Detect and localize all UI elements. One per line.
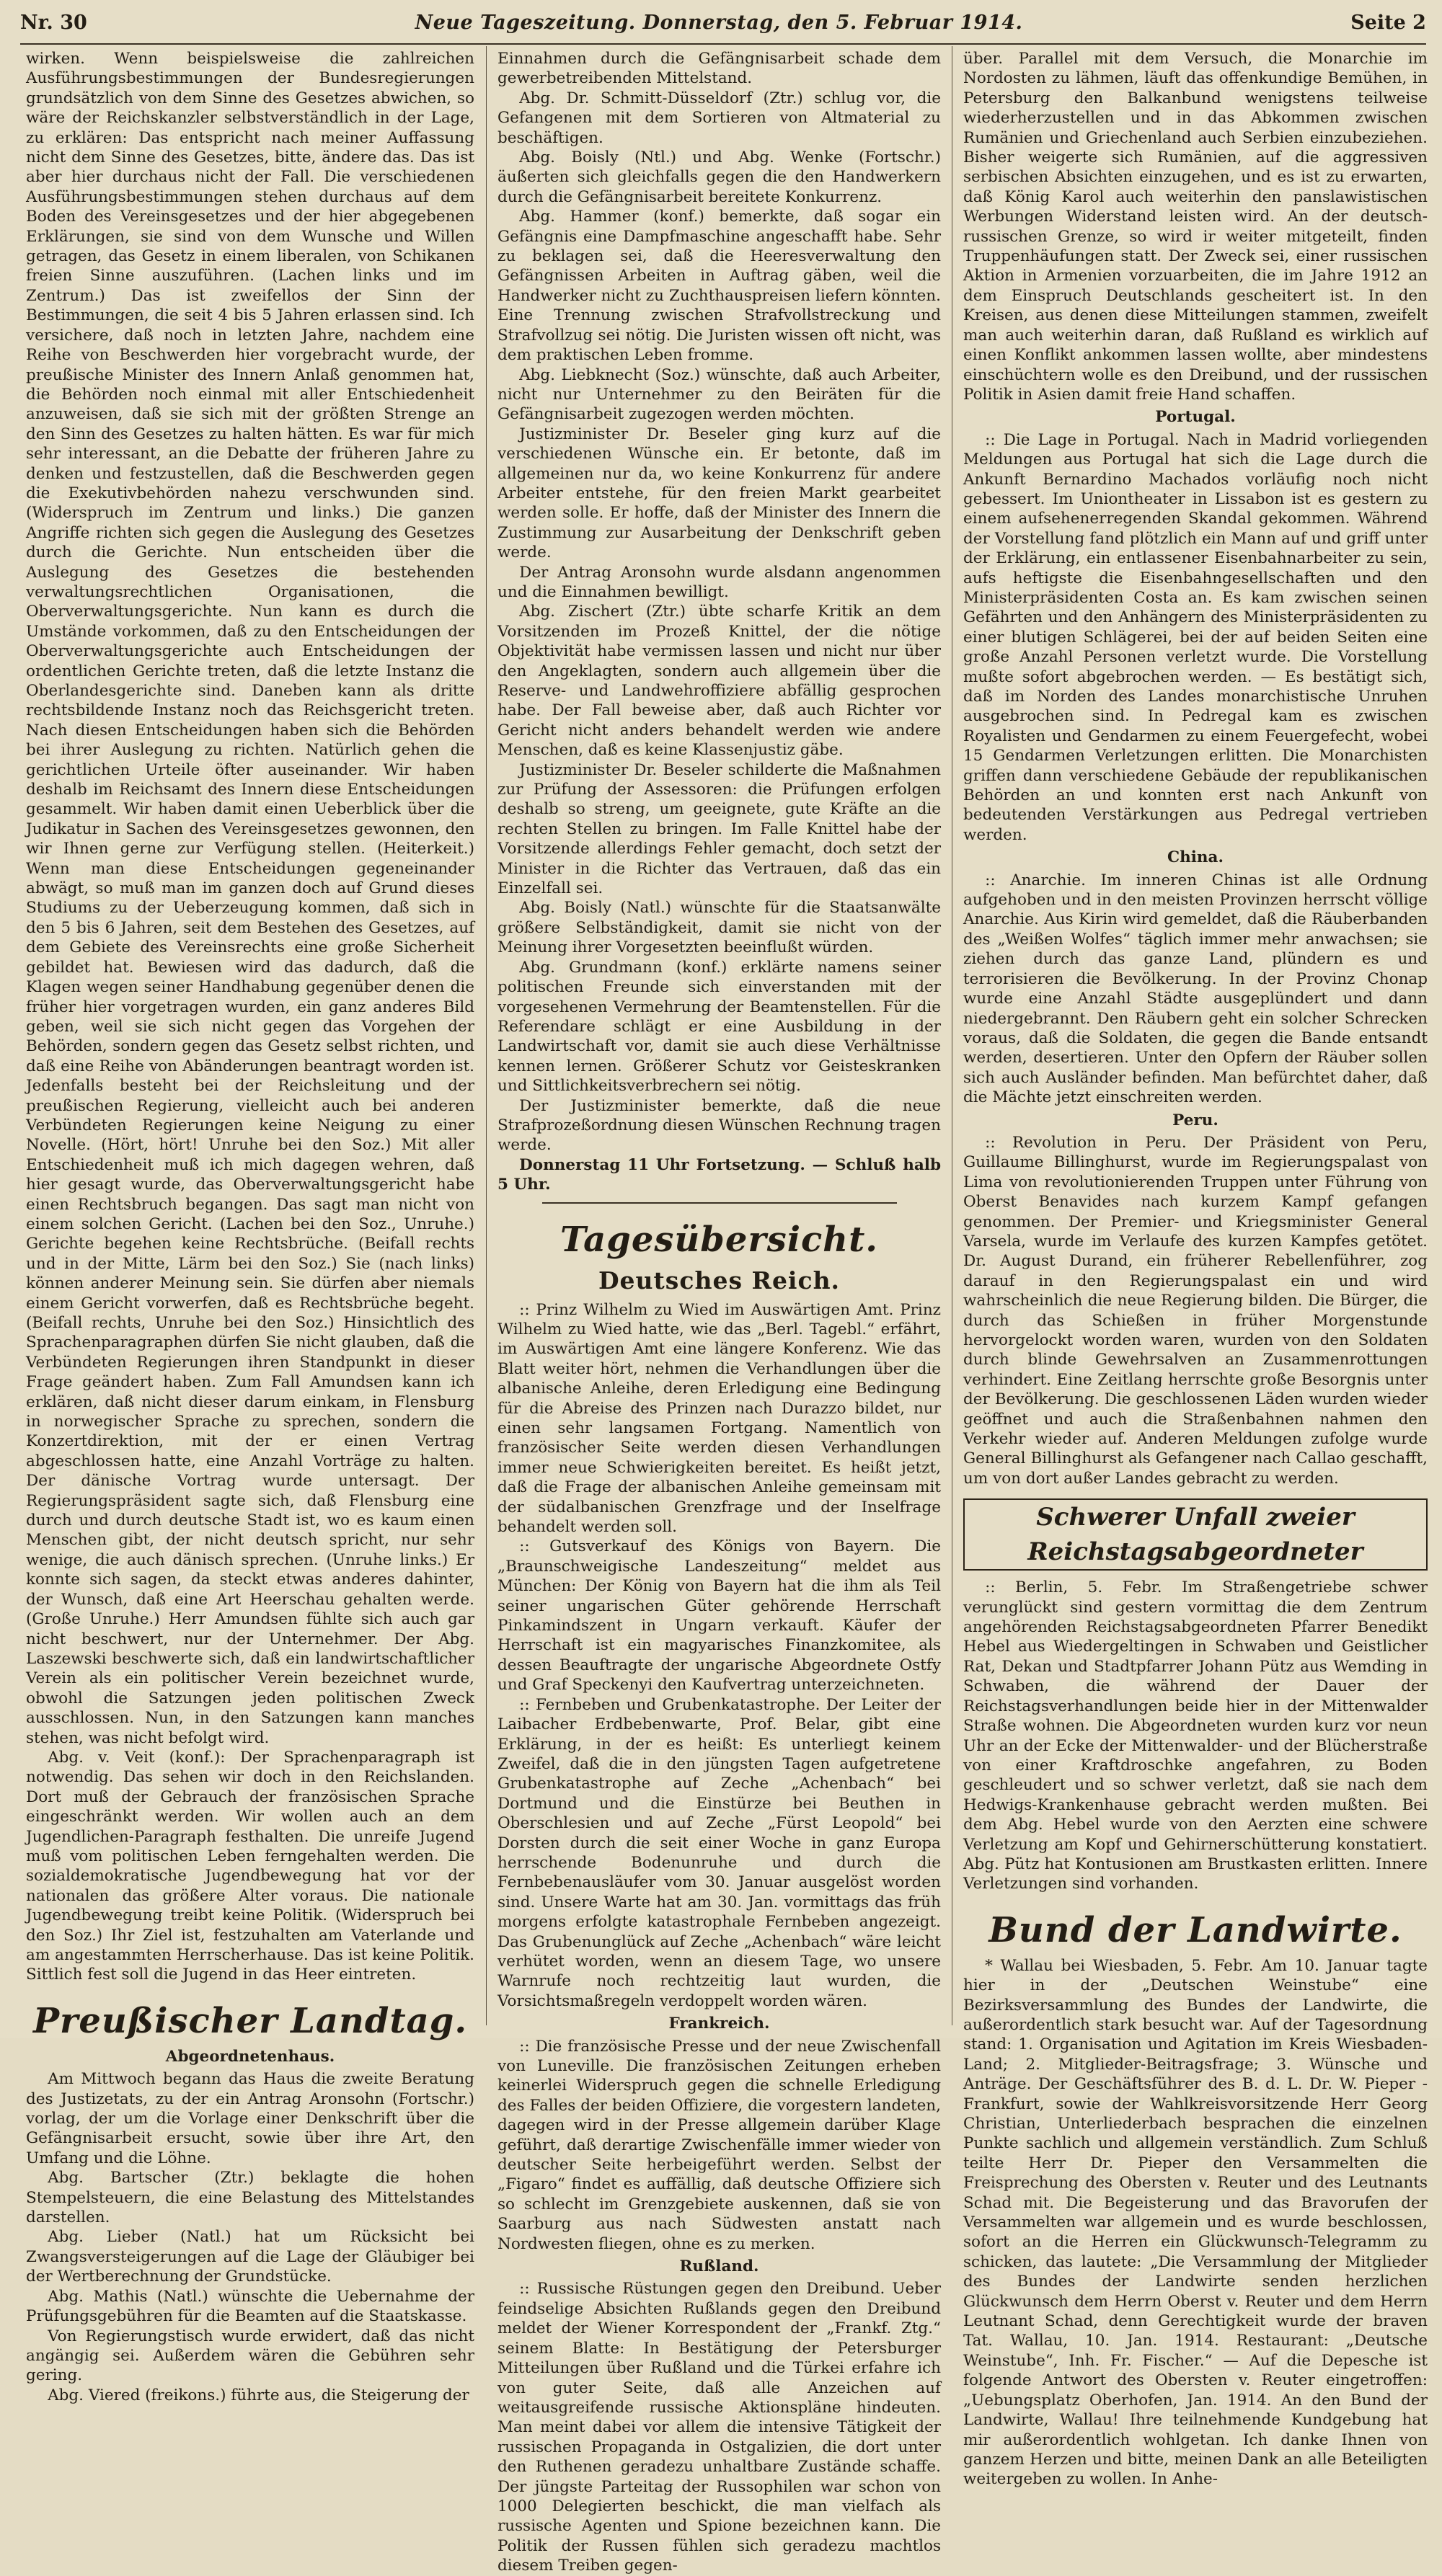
article-paragraph: :: Die Lage in Portugal. Nach in Madrid vorliegenden Meldungen aus Portugal hat sich die Lage durch die Ankunft Bernardino Machados vorläufig noch nicht gebessert. Im Uniontheater in Lissabon ist es gestern zu einem aufsehenerregenden Skandal gekommen. Während der Vorstellung fand plötzlich ein Mann auf und griff unter der Erklärung, ein entlassener Eisenbahnarbeiter zu sein, aufs heftigste die Eisenbahngesellschaften und den Ministerpräsidenten Costa an. Es kam zwischen seinen Gefährten und den Anhängern des Ministerpräsidenten zu einer blutigen Schlägerei, bei der auf beiden Seiten eine große Anzahl Personen verletzt wurde. Die Vorstellung mußte sofort abgebrochen werden. — Es bestätigt sich, daß im Norden des Landes monarchistische Unruhen ausgebrochen sind. In Pedregal kam es zwischen Royalisten und Gendarmen zu einem Feuergefecht, wobei 15 Gendarmen Verletzungen erlitten. Die Monarchisten griffen dann verschiedene Gebäude der republikanischen Behörden an und konnten erst nach Ankunft von bedeutenden Verstärkungen aus Pedregal vertrieben werden. <box>963 430 1428 844</box>
section-subtitle: Deutsches Reich. <box>598 1266 841 1294</box>
article-paragraph: Justizminister Dr. Beseler ging kurz auf die verschiedenen Wünsche ein. Er betonte, daß im allgemeinen nur da, wo keine Konkurrenz für andere Arbeiter entstehe, für den freien Markt gearbeitet werden solle. Er hoffe, daß der Minister des Innern die Zustimmung zur Ausarbeitung der Denkschrift geben werde. <box>497 425 941 562</box>
article-paragraph: :: Die französische Presse und der neue Zwischenfall von Luneville. Die französischen Zeitungen erheben keinerlei Widerspruch gegen die schnelle Erledigung des Falles der beiden Offiziere, die vorgestern landeten, dagegen wird in der Presse allgemein darüber Klage geführt, daß derartige Zwischenfälle immer wieder von deutscher Seite herbeigeführt werden. Selbst der „Figaro“ findet es auffällig, daß deutsche Offiziere sich so schlecht im Grenzgebiete auskennen, daß sie von Saarburg aus nach Südwesten anstatt nach Nordwesten fliegen, ohne es zu merken. <box>497 2037 941 2253</box>
headline-unfall: Schwerer Unfall zweier Reichstagsabgeordneter <box>963 1498 1428 1571</box>
section-rule <box>542 1202 897 1204</box>
article-paragraph: Von Regierungstisch wurde erwidert, daß das nicht angängig sei. Außerdem wären die Gebühren sehr gering. <box>26 2327 474 2385</box>
article-paragraph: Abg. v. Veit (konf.): Der Sprachenparagraph ist notwendig. Das sehen wir doch in den Reichslanden. Dort muß der Gebrauch der französischen Sprache eingeschränkt werden. Wir wollen auch an dem Jugendlichen-Paragraph festhalten. Die unreife Jugend muß vom politischen Leben ferngehalten werden. Die sozialdemokratische Jugendbewegung hat vor der nationalen das größere Alter voraus. Die nationale Jugendbewegung treibt keine Politik. (Widerspruch bei den Soz.) Ihr Ziel ist, festzuhalten am Vaterlande und am angestammten Herrscherhause. Das ist keine Politik. Sittlich fest soll die Jugend in das Heer eintreten. <box>26 1748 474 1984</box>
article-paragraph: Abg. Viered (freikons.) führte aus, die Steigerung der <box>48 2386 469 2404</box>
section-title-tagesuebersicht: Tagesübersicht. <box>560 1219 878 1260</box>
column-2 <box>497 49 941 2575</box>
article-paragraph: Abg. Mathis (Natl.) wünschte die Uebernahme der Prüfungsgebühren für die Beamten auf die Staatskasse. <box>26 2287 474 2326</box>
article-paragraph: wirken. Wenn beispielsweise die zahlreichen Ausführungsbestimmungen der Bundesregierungen grundsätzlich von dem Sinne des Gesetzes abwichen, so wäre der Reichskanzler selbstverständlich in der Lage, zu erklären: Das entspricht nach meiner Auffassung nicht dem Sinne des Gesetzes, bitte, ändere das. Das ist aber hier durchaus nicht der Fall. Die verschiedenen Ausführungsbestimmungen stehen durchaus auf dem Boden des Vereinsgesetzes und der hier abgegebenen Erklärungen, sie sind von dem Wunsche und Willen getragen, das Gesetz in einem liberalen, von Schikanen freien Sinne auszuführen. (Lachen links und im Zentrum.) Das ist zweifellos der Sinn der Bestimmungen, die seit 4 bis 5 Jahren erlassen sind. Ich versichere, daß noch in letzten Jahre, nachdem eine Reihe von Beschwerden hier vorgebracht wurde, der preußische Minister des Innern Anlaß genommen hat, die Behörden noch einmal mit aller Entschiedenheit anzuweisen, daß sie sich mit der größten Strenge an den Sinn des Gesetzes zu halten hätten. Es war für mich sehr interessant, an die Debatte der früheren Jahre zu denken und festzustellen, daß die Beschwerden gegen die Exekutivbehörden nahezu verschwunden sind. (Widerspruch im Zentrum und links.) Die ganzen Angriffe richten sich gegen die Auslegung des Gesetzes durch die Gerichte. Nun entscheiden über die Auslegung des Gesetzes die bestehenden verwaltungsrechtlichen Organisationen, die Oberverwaltungsgerichte. Nun kann es durch die Umstände vorkommen, daß zu den Entscheidungen der Oberverwaltungsgerichte auch Entscheidungen der ordentlichen Gerichte treten, daß die letzte Instanz die Oberlandesgerichte sind. Daneben kann als dritte rechtsbildende Instanz noch das Reichsgericht treten. Nach diesen Entscheidungen haben sich die Behörden bei ihrer Auslegung zu richten. Natürlich gehen die gerichtlichen Urteile öfter auseinander. Wir haben deshalb im Reichsamt des Innern diese Entscheidungen gesammelt. Wir haben damit einen Ueberblick über die Judikatur in Sachen des Vereinsgesetzes gewonnen, den wir Ihnen gerne zur Verfügung stellen. (Heiterkeit.) Wenn man diese Entscheidungen gegeneinander abwägt, so muß man im ganzen doch auf Grund dieses Studiums zu der Ueberzeugung kommen, daß sich in den 5 bis 6 Jahren, seit dem Bestehen des Gesetzes, auf dem Gebiete des Vereinsrechts eine große Sicherheit gebildet hat. Bewiesen wird das dadurch, daß die Klagen wegen seiner Handhabung gegenüber denen die früher hier vorgetragen wurden, ein ganz anderes Bild geben, weil sie sich nicht gegen das Vorgehen der Behörden, sondern gegen das Gesetz selbst richten, und daß eine Reihe von Abänderungen beantragt worden ist. Jedenfalls besteht bei der Reichsleitung und der preußischen Regierung, vielleicht auch bei anderen Verbündeten Regierungen keine Neigung zu einer Novelle. (Hört, hört! Unruhe bei den Soz.) Mit aller Entschiedenheit muß ich mich dagegen wehren, daß hier gesagt wurde, das Oberverwaltungsgericht habe einen Rechtsbruch begangen. Das sagt man nicht von einem solchen Gericht. (Lachen bei den Soz., Unruhe.) Gerichte begehen keine Rechtsbrüche. (Beifall rechts und in der Mitte, Lärm bei den Soz.) Sie (nach links) können anderer Meinung sein. Sie dürfen aber niemals einem Gericht vorwerfen, daß es Rechtsbrüche begeht. (Beifall rechts, Unruhe bei den Soz.) Hinsichtlich des Sprachenparagraphen dürfen Sie nicht glauben, daß die Verbündeten Regierungen ihren Standpunkt in dieser Frage geändert haben. Zum Fall Amundsen kann ich erklären, daß nicht dieser darum einkam, in Flensburg in norwegischer Sprache zu sprechen, sondern die Konzertdirektion, mit der er einen Vertrag abgeschlossen hatte, eine Anzahl Vorträge zu halten. Der dänische Vortrag wurde untersagt. Der Regierungspräsident sagte sich, daß Flensburg eine durch und durch deutsche Stadt ist, wo es kaum einen Menschen gibt, der nicht deutsch spricht, nur sehr wenige, die auch dänisch sprechen. (Unruhe links.) Er konnte sich sagen, da steckt etwas anderes dahinter, der Wunsch, daß eine Art Heerschau gehalten werde. (Große Unruhe.) Herr Amundsen fühlte sich auch gar nicht beschwert, nur der Unternehmer. Der Abg. Laszewski beschwerte sich, daß ein landwirtschaftlicher Verein als ein politischer Verein bezeichnet wurde, obwohl die Satzungen jeden politischen Zweck ausschlossen. Nun, in den Satzungen kann manches stehen, was nicht befolgt wird. <box>26 50 474 1747</box>
article-paragraph: Abg. Grundmann (konf.) erklärte namens seiner politischen Freunde sich einverstanden mit der vorgesehenen Vermehrung der Beamtenstellen. Für die Referendare schlägt er eine Ausbildung in der Landwirtschaft vor, damit sie auch diese Verhältnisse kennen lernen. Größerer Schutz vor Geisteskranken und Sittlichkeitsverbrechern sei nötig. <box>497 958 941 1096</box>
article-paragraph: Abg. Boisly (Natl.) wünschte für die Staatsanwälte größere Selbständigkeit, damit sie nicht von der Meinung ihrer Vorgesetzten beeinflußt würden. <box>497 899 941 957</box>
article-paragraph: Abg. Boisly (Ntl.) und Abg. Wenke (Fortschr.) äußerten sich gleichfalls gegen die den Handwerkern durch die Gefängnisarbeit bereitete Konkurrenz. <box>497 148 941 206</box>
article-paragraph: Einnahmen durch die Gefängnisarbeit schade dem gewerbetreibenden Mittelstand. <box>497 50 941 88</box>
section-subtitle: Rußland. <box>679 2257 759 2276</box>
article-paragraph: Justizminister Dr. Beseler schilderte die Maßnahmen zur Prüfung der Assessoren: die Prüfungen erfolgen deshalb so streng, um geeignete, gute Kräfte an die rechten Stellen zu bringen. Im Falle Knittel habe der Vorsitzende allerdings Fehler gemacht, doch setzt der Minister in die Richter das Vertrauen, daß das ein Einzelfall sei. <box>497 760 941 898</box>
article-paragraph: Abg. Dr. Schmitt-Düsseldorf (Ztr.) schlug vor, die Gefangenen mit dem Sortieren von Altmaterial zu beschäftigen. <box>497 89 941 147</box>
section-title-landtag: Preußischer Landtag. <box>32 2000 468 2041</box>
session-note: Donnerstag 11 Uhr Fortsetzung. — Schluß halb 5 Uhr. <box>497 1155 941 1194</box>
section-subtitle: Peru. <box>1172 1111 1218 1129</box>
article-paragraph: Abg. Hammer (konf.) bemerkte, daß sogar ein Gefängnis eine Dampfmaschine angeschafft habe. Sehr zu beklagen sei, daß die Heeresverwaltung den Gefängnissen Arbeiten in Auftrag gäben, weil die Handwerker nicht zu Zuchthauspreisen liefern könnten. Eine Trennung zwischen Strafvollstreckung und Strafvollzug sei nötig. Die Juristen wissen oft nicht, was dem praktischen Leben fromme. <box>497 208 941 365</box>
section-subtitle: China. <box>1167 848 1224 867</box>
column-3 <box>963 49 1428 2489</box>
article-paragraph: Abg. Lieber (Natl.) hat um Rücksicht bei Zwangsversteigerungen auf die Lage der Gläubiger bei der Wertberechnung der Grundstücke. <box>26 2228 474 2286</box>
article-paragraph: Der Antrag Aronsohn wurde alsdann angenommen und die Einnahmen bewilligt. <box>497 563 941 601</box>
section-title-bund: Bund der Landwirte. <box>988 1909 1402 1950</box>
article-paragraph: Der Justizminister bemerkte, daß die neue Strafprozeßordnung diesen Wünschen Rechnung tragen werde. <box>497 1096 941 1155</box>
article-paragraph: Am Mittwoch begann das Haus die zweite Beratung des Justizetats, zu der ein Antrag Aronsohn (Fortschr.) vorlag, der um die Vorlage einer Denkschrift über die Gefängnisarbeit ersucht, sowie über ihre Art, den Umfang und die Löhne. <box>26 2070 474 2167</box>
article-paragraph: :: Revolution in Peru. Der Präsident von Peru, Guillaume Billinghurst, wurde im Regierungspalast von Lima von revolutionierenden Truppen unter Führung von Oberst Benavides nach kurzem Kampf gefangen genommen. Der Premier- und Kriegsminister General Varsela, wurde im Verlaufe des kurzen Kampfes getötet. Dr. August Durand, ein früherer Rebellenführer, zog darauf in den Regierungspalast ein und wird wahrscheinlich die neue Regierung bilden. Die Bürger, die durch das Schießen in früher Morgenstunde hervorgelockt worden waren, wurden von den Soldaten durch blinde Gewehrsalven an Zusammenrottungen verhindert. Eine Zeitlang herrschte große Besorgnis unter der Bevölkerung. Die geschlossenen Läden wurden wieder geöffnet und auch die Straßenbahnen nahmen den Verkehr wieder auf. Anderen Meldungen zufolge wurde General Billinghurst als Gefangener nach Callao geschafft, um von dort außer Landes gebracht zu werden. <box>963 1133 1428 1488</box>
article-paragraph: Abg. Bartscher (Ztr.) beklagte die hohen Stempelsteuern, die eine Belastung des Mittelstandes darstellen. <box>26 2169 474 2227</box>
article-paragraph: :: Prinz Wilhelm zu Wied im Auswärtigen Amt. Prinz Wilhelm zu Wied hatte, wie das „Berl. Tagebl.“ erfährt, im Auswärtigen Amt eine längere Konferenz. Wie das Blatt weiter hört, nehmen die Verhandlungen über die albanische Anleihe, deren Erledigung eine Bedingung für die Abreise des Prinzen nach Durazzo bildet, nur einen sehr langsamen Fortgang. Namentlich von französischer Seite werden diesen Verhandlungen immer neue Schwierigkeiten bereitet. Es heißt jetzt, daß die Frage der albanischen Anleihe gemeinsam mit der südalbanischen Grenzfrage und der Inselfrage behandelt werden soll. <box>497 1300 941 1537</box>
masthead: Neue Tageszeitung. Donnerstag, den 5. Februar 1914. <box>415 11 1023 34</box>
issue-number: Nr. 30 <box>20 11 87 34</box>
page-header <box>20 0 1426 45</box>
article-paragraph: :: Anarchie. Im inneren Chinas ist alle Ordnung aufgehoben und in den meisten Provinzen herrscht völlige Anarchie. Aus Kirin wird gemeldet, daß die Räuberbanden des „Weißen Wolfes“ täglich immer mehr anwachsen; sie ziehen durch das ganze Land, plündern es und terrorisieren die Bevölkerung. In der Provinz Chonap wurde eine Anzahl Städte ausgeplündert und dann niedergebrannt. Den Räubern geht ein solcher Schrecken voraus, daß die Soldaten, die gegen die Bande entsandt werden, desertieren. Unter den Opfern der Räuber sollen sich auch Ausländer befinden. Man befürchtet daher, daß die Mächte jetzt einschreiten werden. <box>963 871 1428 1107</box>
article-paragraph: Abg. Zischert (Ztr.) übte scharfe Kritik an dem Vorsitzenden im Prozeß Knittel, der die nötige Objektivität habe vermissen lassen und nicht nur über den Angeklagten, sondern auch allgemein über die Reserve- und Landwehroffiziere abfällig gesprochen habe. Der Fall beweise aber, daß auch Richter vor Gericht nicht anders behandelt werden wie andere Menschen, daß es keine Klassenjustiz gäbe. <box>497 603 941 760</box>
section-subtitle: Abgeordnetenhaus. <box>165 2047 335 2066</box>
article-paragraph: * Wallau bei Wiesbaden, 5. Febr. Am 10. Januar tagte hier in der „Deutschen Weinstube“ eine Bezirksversammlung des Bundes der Landwirte, die außerordentlich stark besucht war. Auf der Tagesordnung stand: 1. Organisation und Agitation im Kreis Wiesbaden-Land; 2. Mitglieder-Beitragsfrage; 3. Wünsche und Anträge. Der Geschäftsführer des B. d. L. Dr. W. Pieper - Frankfurt, sowie der Wahlkreisvorsitzende Herr Georg Christian, Unterliederbach besprachen die einzelnen Punkte sachlich und allgemein verständlich. Zum Schluß teilte Herr Dr. Pieper den Versammelten die Freisprechung des Obersten v. Reuter und des Leutnants Schad mit. Die Begeisterung und das Bravorufen der Versammelten war allgemein und es wurde beschlossen, sofort an die Herren ein Glückwunsch-Telegramm zu schicken, das lautete: „Die Versammlung der Mitglieder des Bundes der Landwirte senden herzlichen Glückwunsch dem Herrn Oberst v. Reuter und dem Herrn Leutnant Schad, denn Gerechtigkeit wurde der braven Tat. Wallau, 10. Jan. 1914. Restaurant: „Deutsche Weinstube“, Inh. Fr. Fischer.“ — Auf die Depesche ist folgende Antwort des Obersten v. Reuter eingetroffen: „Uebungsplatz Oberhofen, Jan. 1914. An den Bund der Landwirte, Wallau! Ihre teilnehmende Kundgebung hat mir außerordentlich wohlgetan. Ich danke Ihnen von ganzem Herzen und bitte, meinen Dank an alle Beteiligten weitergeben zu wollen. In Anhe- <box>963 1956 1428 2489</box>
article-paragraph: Abg. Liebknecht (Soz.) wünschte, daß auch Arbeiter, nicht nur Unternehmer zu den Beiräten für die Gefängnisarbeit zugezogen werden möchten. <box>497 365 941 424</box>
column-1 <box>26 49 474 2404</box>
section-subtitle: Portugal. <box>1155 408 1236 427</box>
section-subtitle: Frankreich. <box>668 2015 770 2033</box>
page-number: Seite 2 <box>1350 11 1426 34</box>
article-paragraph: über. Parallel mit dem Versuch, die Monarchie im Nordosten zu lähmen, läuft das offenkundige Bemühen, in Petersburg den Balkanbund wenigstens teilweise wiederherzustellen und in das Abkommen zwischen Rumänien und Griechenland auch Serbien einzubeziehen. Bisher weigerte sich Rumänien, auf die aggressiven serbischen Absichten einzugehen, und es ist zu erwarten, daß König Karol auch weiterhin den panslawistischen Werbungen Widerstand leisten wird. An der deutsch-russischen Grenze, so wird ir weiter mitgeteilt, finden Truppenhäufungen statt. Der Zweck sei, einer russischen Aktion in Armenien vorzuarbeiten, die im Jahre 1912 an dem Einspruch Deutschlands gescheitert ist. In den Kreisen, aus denen diese Mitteilungen stammen, zweifelt man auch weiterhin daran, daß Rußland es wirklich auf einen Konflikt ankommen lassen wollte, aber mindestens einschüchtern wolle es den Dreibund, und der russischen Politik in Asien damit freie Hand schaffen. <box>963 50 1428 404</box>
article-paragraph: :: Russische Rüstungen gegen den Dreibund. Ueber feindselige Absichten Rußlands gegen den Dreibund meldet der Wiener Korrespondent der „Frankf. Ztg.“ seinem Blatte: In Bestätigung der Petersburger Mitteilungen über Rußland und die Türkei erfahre ich von guter Seite, daß alle Anzeichen auf weitausgreifende russische Aktionspläne hindeuten. Man meint dabei vor allem die intensive Tätigkeit der russischen Propaganda in Ostgalizien, die dort unter den Ruthenen geradezu unhaltbare Zustände schaffe. Der jüngste Parteitag der Russophilen war schon von 1000 Delegierten beschickt, die man vielfach als russische Agenten und Spione bezeichnen kann. Die Politik der Russen fühlen sich geradezu machtlos diesem Treiben gegen- <box>497 2280 941 2575</box>
article-paragraph: :: Gutsverkauf des Königs von Bayern. Die „Braunschweigische Landeszeitung“ meldet aus München: Der König von Bayern hat die ihm als Teil seiner ungarischen Güter gehörende Herrschaft Pinkamindszent in Ungarn verkauft. Käufer der Herrschaft ist ein magyarisches Finanzkomitee, als dessen Beauftragte der ungarische Abgeordnete Ostfy und Graf Speckenyi den Kaufvertrag unterzeichneten. <box>497 1537 941 1695</box>
column-divider <box>486 46 487 2025</box>
article-paragraph: :: Fernbeben und Grubenkatastrophe. Der Leiter der Laibacher Erdbebenwarte, Prof. Belar, gibt eine Erklärung, in der es heißt: Es unterliegt keinem Zweifel, daß die in den jüngsten Tagen aufgetretene Grubenkatastrophe auf Zeche „Achenbach“ bei Dortmund und die Einstürze bei Beuthen in Oberschlesien und auf Zeche „Fürst Leopold“ bei Dorsten durch die seit einer Woche in ganz Europa herrschende Bodenunruhe und durch die Fernbebenausläufer vom 30. Januar ausgelöst worden sind. Unsere Warte hat am 30. Jan. vormittags das früh morgens erfolgte katastrophale Fernbeben angezeigt. Das Grubenunglück auf Zeche „Achenbach“ wäre leicht verhütet worden, wenn an diesem Tage, wo unsere Warnrufe noch rechtzeitig laut wurden, die Vorsichtsmaßregeln verdoppelt worden wären. <box>497 1695 941 2010</box>
article-paragraph: :: Berlin, 5. Febr. Im Straßengetriebe schwer verunglückt sind gestern vormittag die dem Zentrum angehörenden Reichstagsabgeordneten Pfarrer Benedikt Hebel aus Wiedergeltingen in Schwaben und Geistlicher Rat, Dekan und Stadtpfarrer Johann Pütz aus Wemding in Schwaben, die während der Dauer der Reichstagsverhandlungen beide hier in der Mittenwalder Straße wohnen. Die Abgeordneten wurden kurz vor neun Uhr an der Ecke der Mittenwalder- und der Blücherstraße von einer Kraftdroschke angefahren, zu Boden geschleudert und so schwer verletzt, daß sie nach dem Hedwigs-Krankenhause gebracht werden mußten. Bei dem Abg. Hebel wurde von den Aerzten eine schwere Verletzung am Kopf und Gehirnerschütterung konstatiert. Abg. Pütz hat Kontusionen am Brustkasten erlitten. Innere Verletzungen sind vorhanden. <box>963 1578 1428 1893</box>
header-rule <box>20 43 1426 45</box>
